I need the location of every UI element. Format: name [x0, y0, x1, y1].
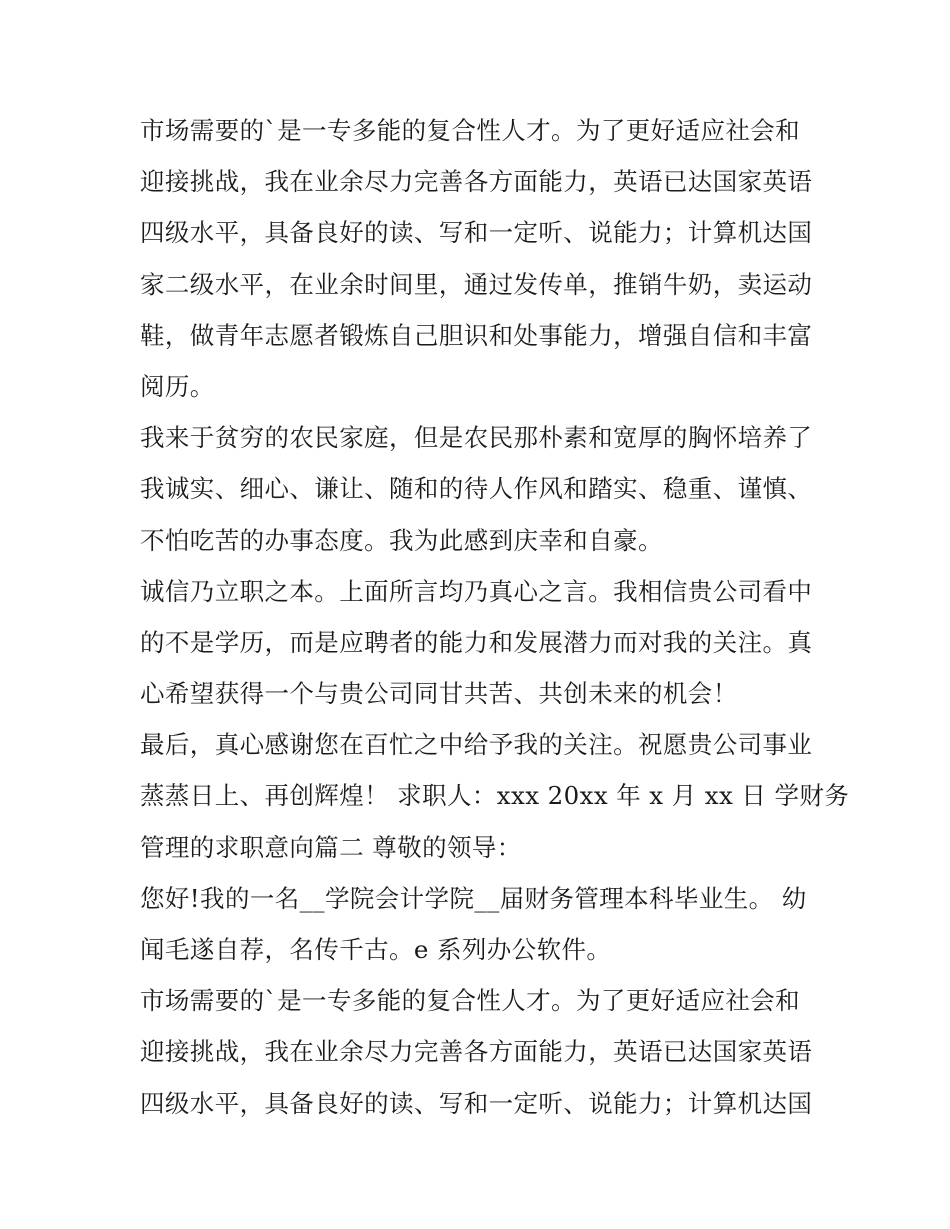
text-line: 您好!我的一名__学院会计学院__届财务管理本科毕业生。 幼 [140, 883, 807, 913]
text-line: 我来于贫穷的农民家庭，但是农民那朴素和宽厚的胸怀培养了 [140, 423, 813, 453]
text-line: 迎接挑战，我在业余尽力完善各方面能力，英语已达国家英语 [140, 1037, 813, 1067]
text-line: 阅历。 [140, 371, 215, 401]
text-line: 四级水平，具备良好的读、写和一定听、说能力；计算机达国 [140, 1088, 813, 1118]
text-line: 的不是学历，而是应聘者的能力和发展潜力而对我的关注。真 [140, 627, 813, 657]
text-line: 迎接挑战，我在业余尽力完善各方面能力，英语已达国家英语 [140, 167, 813, 197]
text-line: 我诚实、细心、谦让、随和的待人作风和踏实、稳重、谨慎、 [140, 474, 813, 504]
text-line: 家二级水平，在业余时间里，通过发传单，推销牛奶，卖运动 [140, 269, 813, 299]
text-line: 不怕吃苦的办事态度。我为此感到庆幸和自豪。 [140, 525, 663, 555]
text-line: 心希望获得一个与贵公司同甘共苦、共创未来的机会！ [140, 679, 738, 709]
text-line: 诚信乃立职之本。上面所言均乃真心之言。我相信贵公司看中 [140, 576, 813, 606]
text-line: 鞋，做青年志愿者锻炼自己胆识和处事能力，增强自信和丰富 [140, 320, 813, 350]
text-line: 市场需要的`是一专多能的复合性人才。为了更好适应社会和 [140, 986, 801, 1016]
text-line: 蒸蒸日上、再创辉煌！ 求职人：xxx 20xx 年 x 月 xx 日 学财务 [140, 781, 850, 811]
text-line: 四级水平，具备良好的读、写和一定听、说能力；计算机达国 [140, 218, 813, 248]
text-line: 管理的求职意向篇二 尊敬的领导： [140, 832, 522, 862]
text-line: 最后，真心感谢您在百忙之中给予我的关注。祝愿贵公司事业 [140, 730, 813, 760]
text-line: 市场需要的`是一专多能的复合性人才。为了更好适应社会和 [140, 116, 801, 145]
document-body [140, 105, 850, 1129]
text-line: 闻毛遂自荐，名传千古。e 系列办公软件。 [140, 935, 612, 964]
